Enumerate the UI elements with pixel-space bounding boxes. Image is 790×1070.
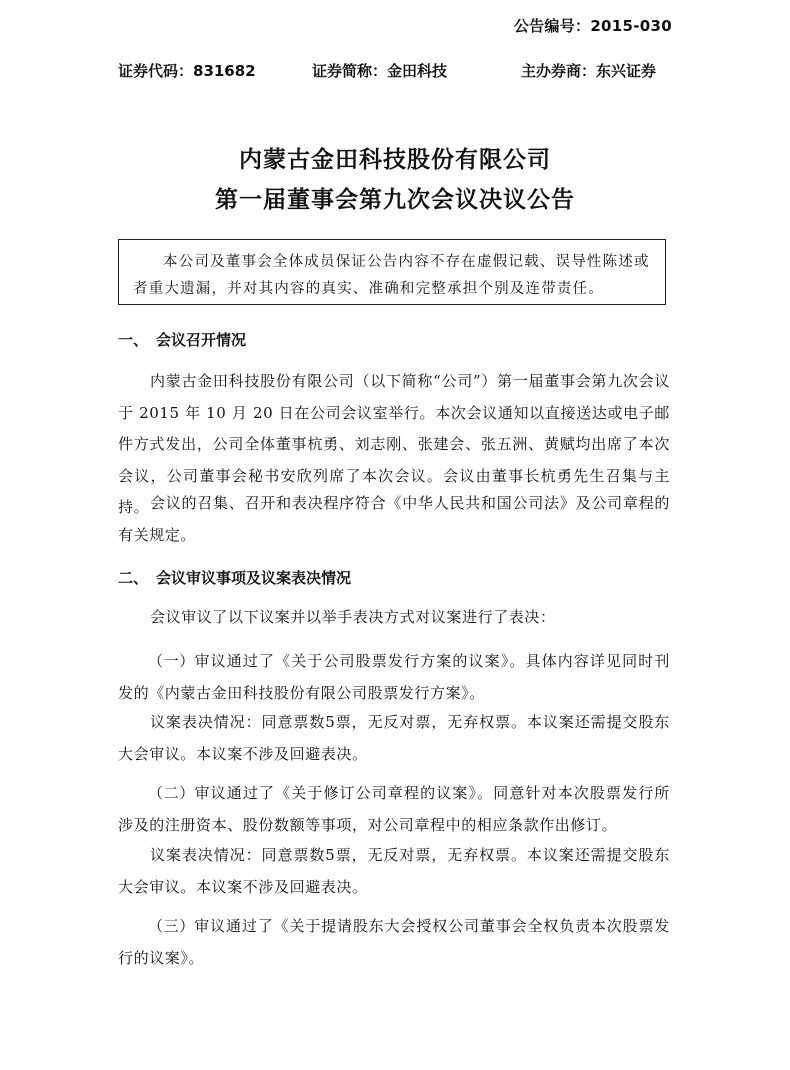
resolution-item — [118, 778, 670, 841]
securities-code: 证券代码：831682 — [118, 62, 256, 80]
responsibility-notice-text: 本公司及董事会全体成员保证公告内容不存在虚假记载、误导性陈述或者重大遗漏，并对其内容的真实、准确和完整承担个别及连带责任。 — [133, 254, 650, 297]
securities-abbr: 证券简称：金田科技 — [312, 62, 448, 80]
document-title-company: 内蒙古金田科技股份有限公司 — [239, 147, 551, 173]
item-text: 审议通过了《关于公司股票发行方案的议案》。具体内容详见同时刊发的《内蒙古金田科技股份有限公司股票发行方案》。 — [118, 652, 670, 702]
document-title-meeting: 第一届董事会第九次会议决议公告 — [215, 187, 575, 213]
item-marker: （二） — [148, 784, 195, 802]
resolutions-intro: 会议审议了以下议案并以举手表决方式对议案进行了表决： — [150, 608, 556, 626]
item-marker: （一） — [148, 652, 195, 670]
vote-result: 议案表决情况：同意票数5票，无反对票，无弃权票。本议案还需提交股东大会审议。本议案不涉及回避表决。 — [118, 713, 670, 763]
section-title: 会议审议事项及议案表决情况 — [156, 569, 352, 587]
securities-info-row — [118, 60, 670, 80]
section-number: 二、 — [118, 569, 149, 587]
item-text: 审议通过了《关于修订公司章程的议案》。同意针对本次股票发行所涉及的注册资本、股份数额等事项，对公司章程中的相应条款作出修订。 — [118, 784, 670, 834]
resolution-item — [118, 646, 670, 709]
announcement-number: 公告编号：2015-030 — [513, 17, 672, 35]
section-heading-resolutions — [118, 567, 351, 588]
responsibility-notice-box — [118, 239, 666, 305]
meeting-convening-paragraph: 内蒙古金田科技股份有限公司（以下简称“公司”）第一届董事会第九次会议于 2015 年 10 月 20 日在公司会议室举行。本次会议通知以直接送达或电子邮件方式发出，公司全体董事杭勇、刘志刚、张建会、张五洲、黄赋均出席了本次会议，公司董事会秘书安欣列席了本次会议。会议由董事长杭勇先生召集与主持。 — [118, 372, 670, 516]
sponsor-broker: 主办券商：东兴证券 — [521, 62, 657, 80]
section-title: 会议召开情况 — [156, 331, 247, 349]
item-text: 审议通过了《关于提请股东大会授权公司董事会全权负责本次股票发行的议案》。 — [118, 917, 670, 967]
resolution-item — [118, 911, 670, 974]
vote-result: 议案表决情况：同意票数5票，无反对票，无弃权票。本议案还需提交股东大会审议。本议案不涉及回避表决。 — [118, 846, 670, 896]
section-number: 一、 — [118, 331, 149, 349]
section-heading-meeting-convening — [118, 329, 246, 350]
procedure-compliance-paragraph: 会议的召集、召开和表决程序符合《中华人民共和国公司法》及公司章程的有关规定。 — [118, 494, 670, 544]
item-marker: （三） — [148, 917, 195, 935]
